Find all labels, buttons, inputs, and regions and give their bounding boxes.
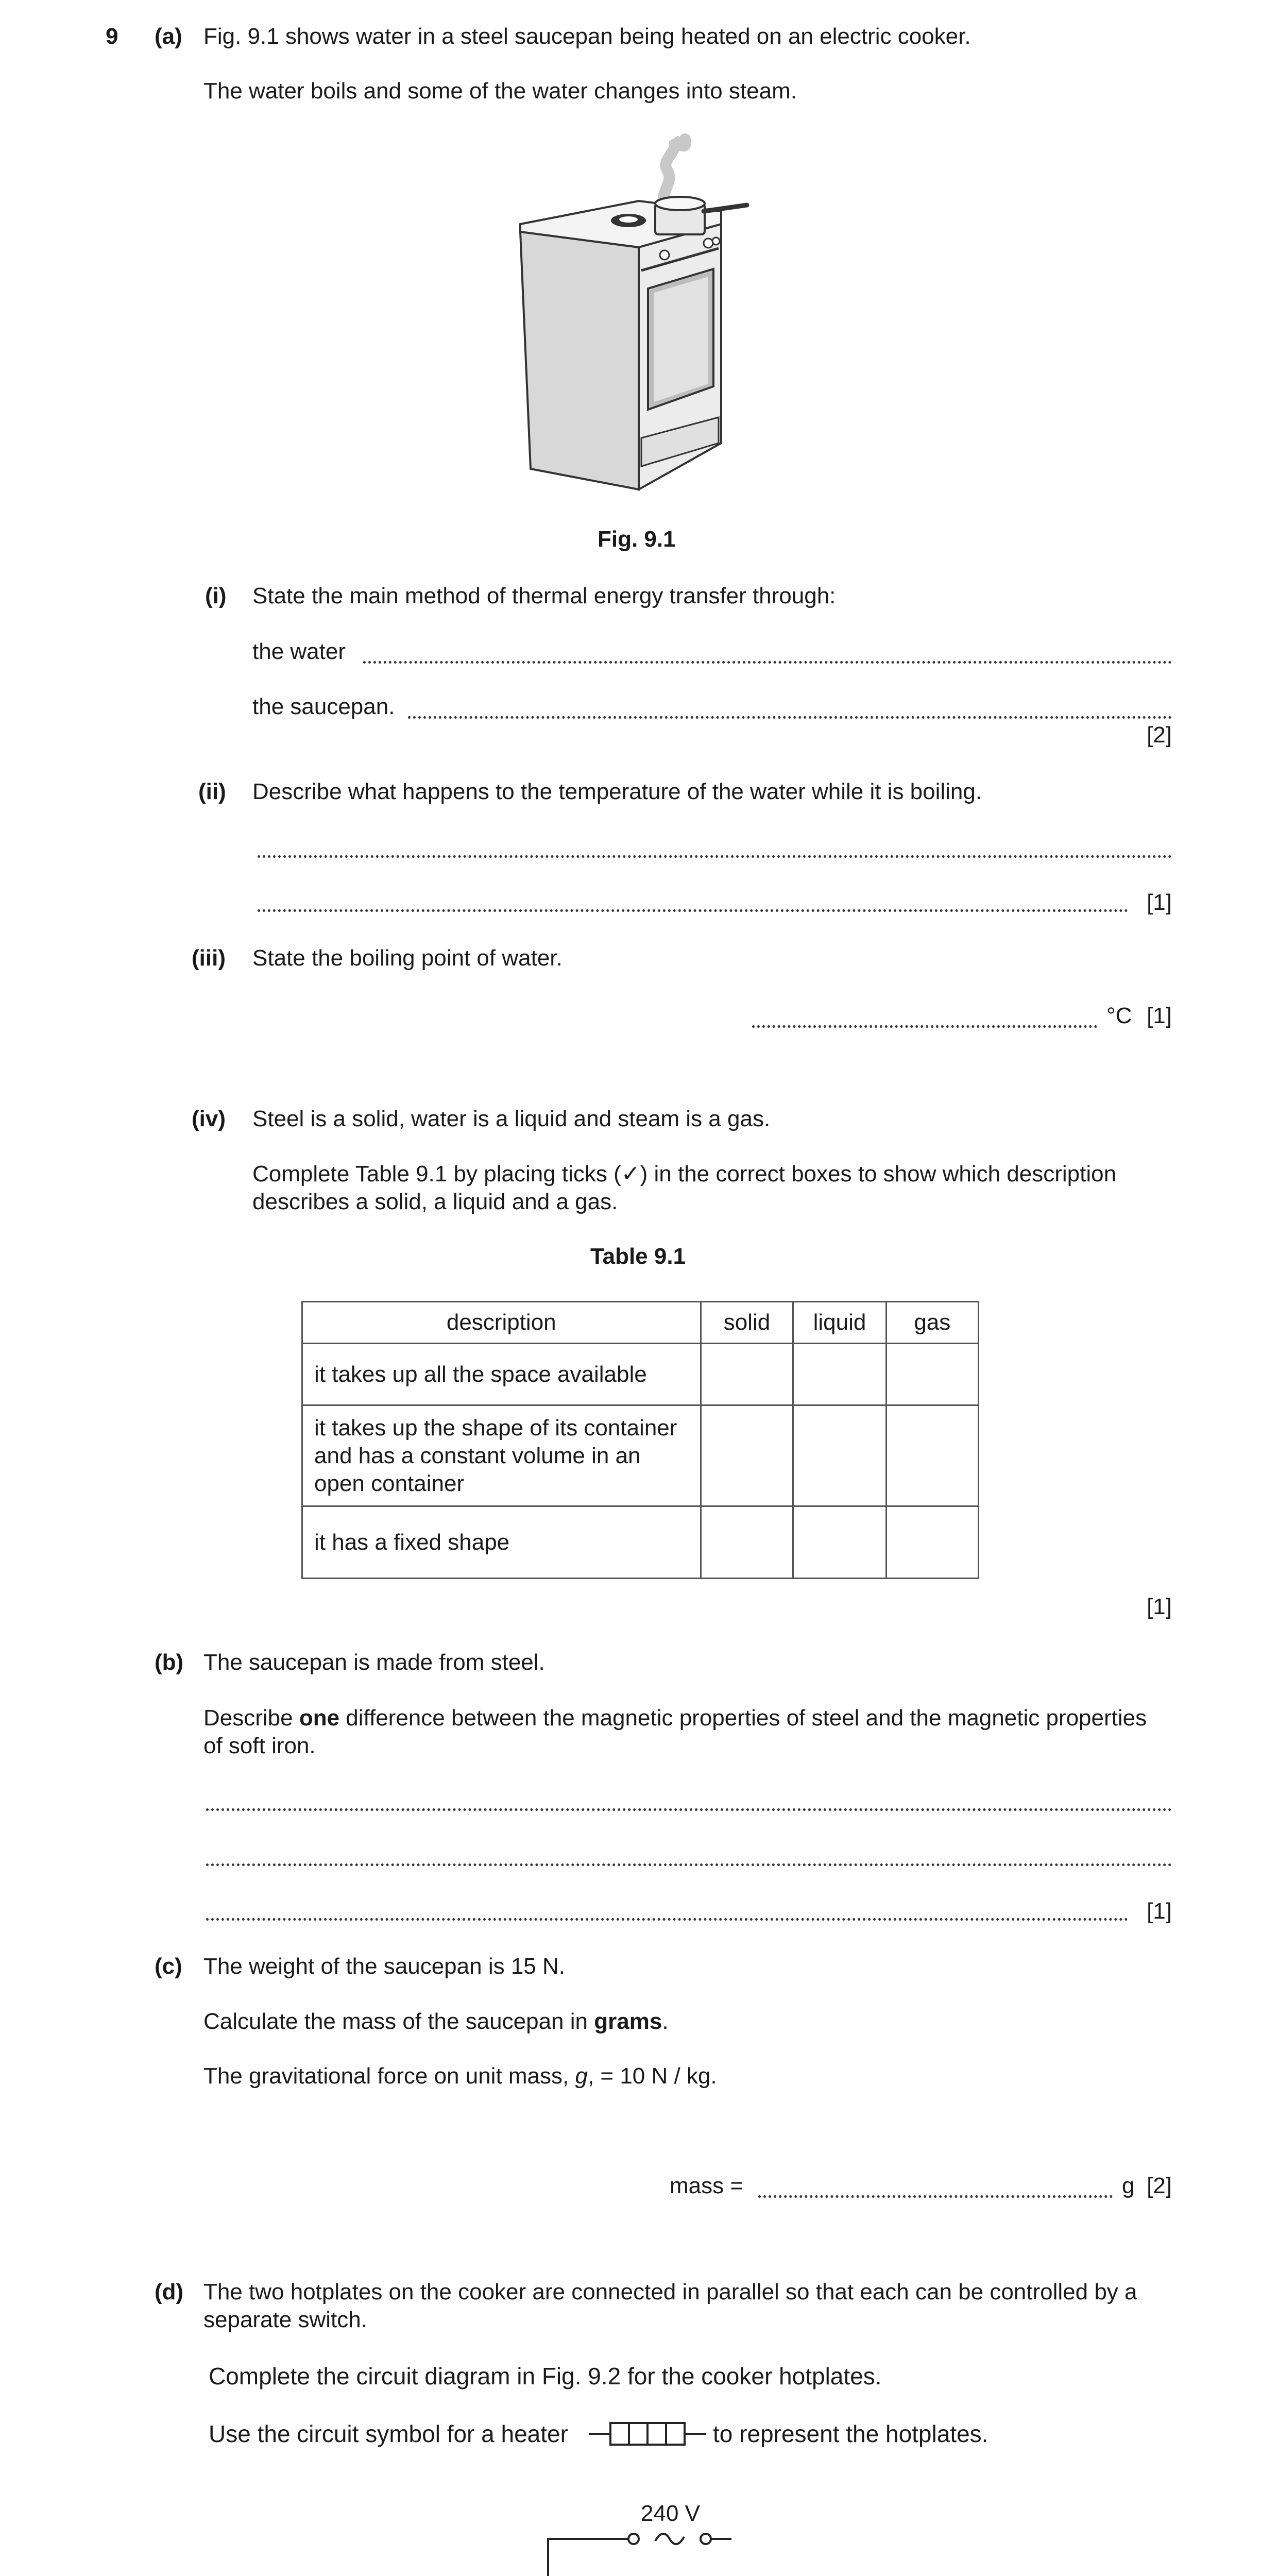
unit-celsius: °C [1106, 1003, 1132, 1028]
heater-symbol-icon [589, 2416, 712, 2452]
part-c-calc-pre: Calculate the mass of the saucepan in [203, 2009, 594, 2034]
part-c-g-post: , = 10 N / kg. [587, 2063, 717, 2089]
row-description: it takes up the shape of its container and has a constant volume in an open container [302, 1405, 701, 1506]
tick-box-solid[interactable] [701, 1405, 793, 1506]
part-a-iii-label: (iii) [192, 945, 226, 971]
cooker-figure [510, 129, 778, 500]
part-a-i-text: State the main method of thermal energy transfer through: [252, 583, 836, 608]
mark-a-iv: [1] [1147, 1594, 1172, 1619]
part-c-calc-post: . [662, 2009, 669, 2034]
part-d-text-1: The two hotplates on the cooker are connected in parallel so that each can be controlled by a [203, 2279, 1137, 2304]
fig-9-1-caption: Fig. 9.1 [598, 527, 676, 552]
answer-line-ii-1[interactable] [258, 855, 1172, 858]
part-d-instruction-1: Complete the circuit diagram in Fig. 9.2 for the cooker hotplates. [209, 2363, 882, 2389]
part-b-instruction-post: difference between the magnetic properties of steel and the magnetic properties [339, 1705, 1147, 1731]
part-b-instruction-bold: one [299, 1705, 340, 1731]
part-b-instruction-2: of soft iron. [203, 1733, 316, 1758]
table-row [302, 1405, 979, 1506]
part-a-intro2: The water boils and some of the water changes into steam. [203, 78, 797, 104]
tick-box-liquid[interactable] [793, 1405, 886, 1506]
tick-box-liquid[interactable] [793, 1506, 886, 1579]
mark-a-i: [2] [1147, 722, 1172, 748]
header-liquid: liquid [793, 1302, 886, 1344]
tick-box-solid[interactable] [701, 1344, 793, 1405]
part-a-iv-label: (iv) [192, 1106, 226, 1131]
part-c-g-pre: The gravitational force on unit mass, [203, 2063, 575, 2089]
unit-grams: g [1122, 2173, 1135, 2198]
part-c-calc-bold: grams [594, 2009, 662, 2034]
header-gas: gas [886, 1302, 978, 1344]
row-description: it has a fixed shape [302, 1506, 701, 1579]
part-b-instruction-1 [203, 1704, 1147, 1732]
part-c-label: (c) [155, 1954, 182, 1979]
mass-label: mass = [670, 2173, 744, 2198]
part-b-text: The saucepan is made from steel. [203, 1650, 545, 1675]
part-c-text: The weight of the saucepan is 15 N. [203, 1954, 565, 1979]
part-d-symbol-pre: Use the circuit symbol for a heater [209, 2420, 568, 2447]
part-a-i-line2-label: the saucepan. [252, 694, 395, 719]
tick-box-gas[interactable] [886, 1405, 978, 1506]
circuit-diagram [536, 2514, 762, 2576]
ac-symbol-icon [655, 2534, 684, 2544]
part-b-instruction-pre: Describe [203, 1705, 299, 1731]
part-d-label: (d) [155, 2279, 184, 2304]
supply-terminal-right [701, 2534, 711, 2544]
part-a-i-line1-label: the water [252, 639, 346, 664]
answer-line-b-1[interactable] [206, 1808, 1172, 1811]
table-9-1 [301, 1301, 979, 1579]
answer-line-b-2[interactable] [206, 1863, 1172, 1866]
mark-b: [1] [1147, 1899, 1172, 1924]
table-row [302, 1506, 979, 1579]
question-number: 9 [106, 24, 118, 49]
tick-box-gas[interactable] [886, 1344, 978, 1405]
answer-line-boiling-point[interactable] [752, 1025, 1097, 1028]
part-b-label: (b) [155, 1650, 184, 1675]
part-a-label: (a) [155, 24, 182, 49]
answer-line-b-3[interactable] [206, 1918, 1128, 1921]
supply-terminal-left [628, 2534, 639, 2544]
part-a-intro: Fig. 9.1 shows water in a steel saucepan being heated on an electric cooker. [203, 24, 971, 49]
answer-line-saucepan[interactable] [408, 716, 1172, 719]
table-header-row [302, 1302, 979, 1344]
table-9-1-title: Table 9.1 [590, 1244, 686, 1269]
header-description: description [302, 1302, 701, 1344]
answer-line-ii-2[interactable] [258, 909, 1128, 912]
part-a-iv-text: Steel is a solid, water is a liquid and steam is a gas. [252, 1106, 771, 1131]
cooker-side [520, 232, 639, 489]
answer-line-mass[interactable] [758, 2195, 1113, 2198]
mark-c: [2] [1147, 2173, 1172, 2198]
part-a-iv-instruction-1: Complete Table 9.1 by placing ticks (✓) in the correct boxes to show which description [252, 1161, 1117, 1187]
mark-a-iii: [1] [1147, 1003, 1172, 1028]
tick-box-solid[interactable] [701, 1506, 793, 1579]
part-c-g-var: g [575, 2063, 588, 2089]
part-c-calc [203, 2008, 669, 2036]
part-a-i-label: (i) [205, 583, 227, 608]
header-solid: solid [701, 1302, 793, 1344]
answer-line-water[interactable] [363, 661, 1172, 664]
part-d-symbol-post: to represent the hotplates. [713, 2420, 989, 2447]
part-a-iii-text: State the boiling point of water. [252, 945, 563, 971]
part-d-text-2: separate switch. [203, 2307, 367, 2332]
row-description: it takes up all the space available [302, 1344, 701, 1405]
table-row [302, 1344, 979, 1405]
part-a-ii-text: Describe what happens to the temperature of the water while it is boiling. [252, 779, 982, 804]
supply-voltage-label: 240 V [641, 2501, 700, 2526]
tick-box-liquid[interactable] [793, 1344, 886, 1405]
part-c-g [203, 2062, 717, 2090]
tick-box-gas[interactable] [886, 1506, 978, 1579]
mark-a-ii: [1] [1147, 890, 1172, 915]
part-a-iv-instruction-2: describes a solid, a liquid and a gas. [252, 1189, 618, 1214]
part-a-ii-label: (ii) [198, 779, 226, 804]
